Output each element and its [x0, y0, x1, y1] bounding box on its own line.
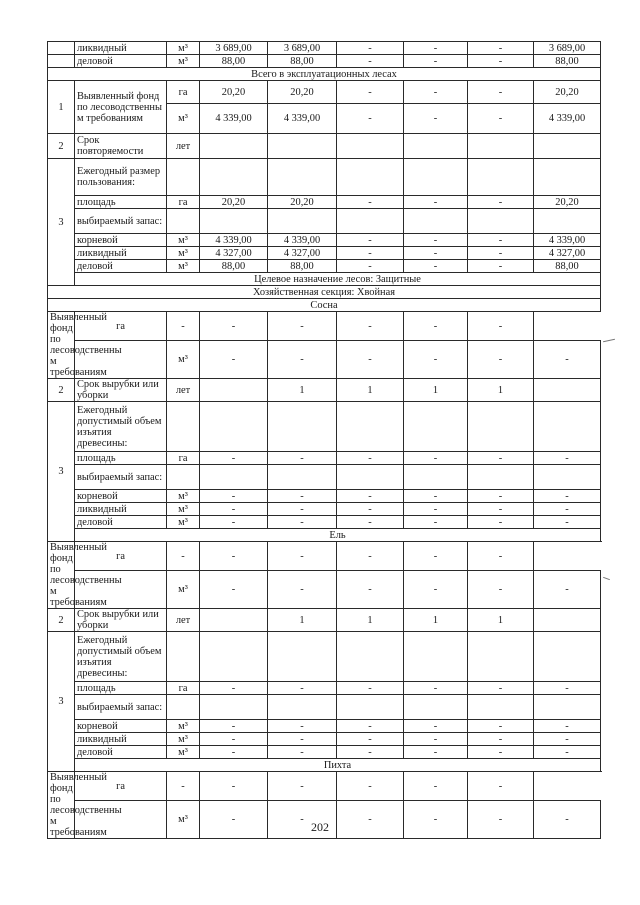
value-cell: - — [468, 247, 534, 260]
table-row — [48, 260, 601, 273]
value-cell: 88,00 — [268, 55, 337, 68]
table-row — [48, 746, 601, 759]
value-cell: - — [337, 571, 404, 609]
unit-cell: га — [75, 542, 167, 571]
value-cell: 20,20 — [200, 196, 268, 209]
value-cell: 1 — [268, 609, 337, 632]
section-header: Пихта — [75, 759, 601, 772]
value-cell: - — [200, 801, 268, 839]
indicator-name: выбираемый запас: — [75, 695, 167, 720]
value-cell — [200, 209, 268, 234]
value-cell: - — [468, 733, 534, 746]
row-number — [48, 55, 75, 68]
value-cell: 4 339,00 — [534, 104, 601, 134]
unit-cell: м³ — [167, 571, 200, 609]
table-row — [48, 682, 601, 695]
indicator-name: выбираемый запас: — [75, 209, 167, 234]
table-row — [48, 159, 601, 196]
value-cell: 4 339,00 — [200, 104, 268, 134]
value-cell: 88,00 — [268, 260, 337, 273]
value-cell: 4 339,00 — [268, 234, 337, 247]
value-cell: - — [468, 260, 534, 273]
value-cell: - — [268, 733, 337, 746]
value-cell — [200, 159, 268, 196]
value-cell: - — [468, 682, 534, 695]
indicator-name: площадь — [75, 196, 167, 209]
value-cell: 4 339,00 — [268, 104, 337, 134]
indicator-name: ликвидный — [75, 247, 167, 260]
table-row — [48, 379, 601, 402]
value-cell: - — [404, 234, 468, 247]
unit-cell: м³ — [167, 104, 200, 134]
unit-cell: га — [167, 452, 200, 465]
value-cell: 3 689,00 — [534, 42, 601, 55]
value-cell: - — [404, 260, 468, 273]
unit-cell: лет — [167, 609, 200, 632]
value-cell: 88,00 — [200, 55, 268, 68]
value-cell — [200, 379, 268, 402]
value-cell: - — [468, 516, 534, 529]
value-cell: - — [200, 452, 268, 465]
value-cell — [200, 465, 268, 490]
value-cell: - — [200, 490, 268, 503]
value-cell — [468, 632, 534, 682]
section-header-row — [48, 759, 601, 772]
unit-cell: м³ — [167, 234, 200, 247]
value-cell — [534, 632, 601, 682]
section-header: Хозяйственная секция: Хвойная — [48, 286, 601, 299]
unit-cell: м³ — [167, 720, 200, 733]
indicator-name: корневой — [75, 720, 167, 733]
table-row — [48, 632, 601, 682]
value-cell: - — [268, 503, 337, 516]
table-row — [48, 490, 601, 503]
value-cell: - — [337, 733, 404, 746]
table-row — [48, 452, 601, 465]
unit-cell: м³ — [167, 516, 200, 529]
value-cell: 20,20 — [268, 81, 337, 104]
value-cell: - — [167, 312, 200, 341]
table-row — [48, 341, 601, 379]
value-cell — [404, 465, 468, 490]
unit-cell: м³ — [167, 42, 200, 55]
unit-cell: м³ — [167, 746, 200, 759]
unit-cell: га — [167, 81, 200, 104]
value-cell — [404, 134, 468, 159]
value-cell — [200, 134, 268, 159]
value-cell: 20,20 — [534, 81, 601, 104]
value-cell: 1 — [268, 379, 337, 402]
value-cell — [534, 159, 601, 196]
indicator-name: деловой — [75, 516, 167, 529]
unit-cell — [167, 695, 200, 720]
value-cell: - — [404, 42, 468, 55]
value-cell: - — [534, 733, 601, 746]
table-row — [48, 772, 601, 801]
row-number: 1 — [48, 81, 75, 134]
unit-cell: м³ — [167, 341, 200, 379]
table-row — [48, 247, 601, 260]
value-cell — [337, 134, 404, 159]
unit-cell — [167, 465, 200, 490]
value-cell — [337, 632, 404, 682]
unit-cell: м³ — [167, 801, 200, 839]
value-cell: - — [268, 452, 337, 465]
value-cell: - — [404, 720, 468, 733]
value-cell — [404, 159, 468, 196]
table-row — [48, 42, 601, 55]
value-cell: - — [167, 772, 200, 801]
scan-mark — [603, 577, 610, 580]
indicator-name: Срок вырубки или уборки — [75, 609, 167, 632]
value-cell: - — [200, 720, 268, 733]
value-cell — [337, 465, 404, 490]
value-cell: - — [404, 312, 468, 341]
indicator-name: корневой — [75, 490, 167, 503]
section-header-row — [48, 286, 601, 299]
value-cell: - — [337, 542, 404, 571]
value-cell: 20,20 — [268, 196, 337, 209]
value-cell: - — [404, 196, 468, 209]
unit-cell: м³ — [167, 733, 200, 746]
section-header: Ель — [75, 529, 601, 542]
unit-cell: га — [167, 196, 200, 209]
value-cell — [337, 695, 404, 720]
indicator-name: Срок повторяемости — [75, 134, 167, 159]
section-header-row — [48, 529, 601, 542]
unit-cell: га — [75, 312, 167, 341]
value-cell: - — [534, 341, 601, 379]
table-row — [48, 516, 601, 529]
row-number: 3 — [48, 402, 75, 542]
value-cell — [534, 465, 601, 490]
value-cell: - — [200, 571, 268, 609]
value-cell: - — [337, 516, 404, 529]
value-cell: - — [534, 746, 601, 759]
value-cell: - — [268, 772, 337, 801]
value-cell: - — [337, 452, 404, 465]
table-row — [48, 209, 601, 234]
value-cell: - — [404, 341, 468, 379]
value-cell: - — [534, 682, 601, 695]
unit-cell: м³ — [167, 490, 200, 503]
value-cell: - — [337, 682, 404, 695]
value-cell: - — [468, 801, 534, 839]
unit-cell: га — [75, 772, 167, 801]
value-cell: - — [468, 312, 534, 341]
value-cell — [534, 609, 601, 632]
value-cell: - — [337, 720, 404, 733]
unit-cell: м³ — [167, 260, 200, 273]
value-cell: - — [200, 542, 268, 571]
table-row — [48, 695, 601, 720]
value-cell: - — [337, 746, 404, 759]
value-cell: - — [337, 234, 404, 247]
unit-cell — [167, 632, 200, 682]
value-cell: - — [534, 452, 601, 465]
indicator-name: ликвидный — [75, 42, 167, 55]
value-cell: - — [337, 55, 404, 68]
value-cell: - — [337, 503, 404, 516]
value-cell: 4 339,00 — [200, 234, 268, 247]
value-cell: - — [200, 682, 268, 695]
indicator-name: Выявленный фонд по лесоводственны м требованиям — [48, 772, 75, 839]
value-cell: - — [468, 720, 534, 733]
value-cell — [268, 159, 337, 196]
indicator-name: деловой — [75, 55, 167, 68]
value-cell: 20,20 — [534, 196, 601, 209]
value-cell — [337, 209, 404, 234]
value-cell: 4 339,00 — [534, 234, 601, 247]
value-cell: - — [534, 516, 601, 529]
table-row — [48, 542, 601, 571]
section-header: Сосна — [48, 299, 601, 312]
table-row — [48, 81, 601, 104]
value-cell: - — [468, 42, 534, 55]
value-cell: 4 327,00 — [200, 247, 268, 260]
row-number — [48, 42, 75, 55]
indicator-name: Ежегодный допустимый объем изъятия древесины: — [75, 402, 167, 452]
indicator-name: площадь — [75, 682, 167, 695]
value-cell: 20,20 — [200, 81, 268, 104]
value-cell: 1 — [337, 379, 404, 402]
value-cell: - — [268, 490, 337, 503]
value-cell: - — [200, 516, 268, 529]
value-cell: - — [404, 571, 468, 609]
value-cell — [404, 632, 468, 682]
value-cell: - — [337, 341, 404, 379]
indicator-name: корневой — [75, 234, 167, 247]
value-cell — [268, 402, 337, 452]
value-cell: - — [468, 196, 534, 209]
row-number: 3 — [48, 159, 75, 286]
value-cell — [200, 632, 268, 682]
value-cell: - — [337, 260, 404, 273]
value-cell: - — [337, 490, 404, 503]
table-row — [48, 465, 601, 490]
value-cell: 3 689,00 — [268, 42, 337, 55]
value-cell — [534, 695, 601, 720]
value-cell: - — [468, 81, 534, 104]
value-cell: - — [468, 55, 534, 68]
value-cell — [534, 134, 601, 159]
value-cell: - — [534, 571, 601, 609]
value-cell: - — [468, 490, 534, 503]
value-cell — [404, 402, 468, 452]
section-header: Всего в эксплуатационных лесах — [48, 68, 601, 81]
table-row — [48, 720, 601, 733]
value-cell: - — [337, 247, 404, 260]
value-cell: 1 — [337, 609, 404, 632]
value-cell — [534, 402, 601, 452]
value-cell: - — [534, 720, 601, 733]
value-cell: - — [337, 772, 404, 801]
value-cell: - — [468, 772, 534, 801]
value-cell: - — [404, 81, 468, 104]
value-cell: - — [200, 746, 268, 759]
indicator-name: деловой — [75, 260, 167, 273]
value-cell: 88,00 — [534, 55, 601, 68]
table-row — [48, 55, 601, 68]
value-cell: - — [404, 733, 468, 746]
value-cell — [337, 402, 404, 452]
table-row — [48, 312, 601, 341]
value-cell: - — [337, 81, 404, 104]
value-cell: - — [200, 341, 268, 379]
row-number: 3 — [48, 632, 75, 772]
unit-cell — [167, 159, 200, 196]
value-cell — [337, 159, 404, 196]
value-cell: - — [200, 312, 268, 341]
value-cell: - — [404, 516, 468, 529]
table-row — [48, 609, 601, 632]
value-cell — [200, 695, 268, 720]
value-cell: 4 327,00 — [268, 247, 337, 260]
value-cell: - — [534, 801, 601, 839]
value-cell: - — [468, 104, 534, 134]
value-cell: - — [534, 503, 601, 516]
value-cell: 88,00 — [534, 260, 601, 273]
indicator-name: деловой — [75, 746, 167, 759]
value-cell: - — [200, 503, 268, 516]
value-cell — [268, 632, 337, 682]
indicator-name: ликвидный — [75, 503, 167, 516]
table-row — [48, 733, 601, 746]
value-cell: - — [404, 542, 468, 571]
section-header-row — [48, 68, 601, 81]
table-row — [48, 571, 601, 609]
table-row — [48, 503, 601, 516]
value-cell: 1 — [468, 609, 534, 632]
value-cell: - — [337, 196, 404, 209]
value-cell: - — [268, 682, 337, 695]
section-header-row — [48, 299, 601, 312]
value-cell: - — [337, 312, 404, 341]
indicator-name: выбираемый запас: — [75, 465, 167, 490]
indicator-name: ликвидный — [75, 733, 167, 746]
value-cell: 1 — [468, 379, 534, 402]
value-cell — [200, 609, 268, 632]
unit-cell: м³ — [167, 247, 200, 260]
value-cell: - — [404, 746, 468, 759]
indicator-name: Срок вырубки или уборки — [75, 379, 167, 402]
value-cell — [268, 134, 337, 159]
value-cell: - — [268, 746, 337, 759]
indicator-name: Ежегодный размер пользования: — [75, 159, 167, 196]
indicator-name: Ежегодный допустимый объем изъятия древесины: — [75, 632, 167, 682]
indicator-name: Выявленный фонд по лесоводственны м требованиям — [48, 312, 75, 379]
row-number: 2 — [48, 609, 75, 632]
value-cell — [468, 209, 534, 234]
value-cell: - — [268, 571, 337, 609]
unit-cell: лет — [167, 134, 200, 159]
row-number: 2 — [48, 379, 75, 402]
value-cell: - — [468, 234, 534, 247]
value-cell: - — [268, 801, 337, 839]
value-cell: 4 327,00 — [534, 247, 601, 260]
value-cell: - — [268, 516, 337, 529]
value-cell — [268, 465, 337, 490]
value-cell: - — [404, 772, 468, 801]
scan-mark — [603, 339, 615, 342]
indicator-name: Выявленный фонд по лесоводственны м требованиям — [75, 81, 167, 134]
value-cell — [468, 465, 534, 490]
value-cell: - — [268, 341, 337, 379]
value-cell: - — [337, 42, 404, 55]
value-cell: - — [468, 503, 534, 516]
section-header-row — [48, 273, 601, 286]
value-cell: - — [404, 452, 468, 465]
table-row — [48, 196, 601, 209]
section-header: Целевое назначение лесов: Защитные — [75, 273, 601, 286]
value-cell: - — [337, 104, 404, 134]
page-number: 202 — [311, 820, 329, 834]
value-cell — [468, 159, 534, 196]
unit-cell — [167, 402, 200, 452]
table-row — [48, 134, 601, 159]
unit-cell: га — [167, 682, 200, 695]
value-cell: - — [167, 542, 200, 571]
value-cell: 3 689,00 — [200, 42, 268, 55]
value-cell: - — [268, 542, 337, 571]
value-cell: - — [404, 247, 468, 260]
value-cell: - — [468, 746, 534, 759]
table-row — [48, 234, 601, 247]
value-cell — [468, 695, 534, 720]
unit-cell: лет — [167, 379, 200, 402]
value-cell: - — [404, 104, 468, 134]
forest-use-table — [47, 41, 601, 839]
value-cell: - — [200, 733, 268, 746]
value-cell: - — [337, 801, 404, 839]
value-cell — [534, 379, 601, 402]
value-cell: - — [404, 801, 468, 839]
unit-cell: м³ — [167, 55, 200, 68]
value-cell: 88,00 — [200, 260, 268, 273]
value-cell — [268, 209, 337, 234]
value-cell: - — [404, 490, 468, 503]
value-cell: - — [404, 503, 468, 516]
value-cell — [200, 402, 268, 452]
table-row — [48, 402, 601, 452]
unit-cell — [167, 209, 200, 234]
value-cell — [534, 209, 601, 234]
value-cell: - — [404, 682, 468, 695]
value-cell: - — [468, 542, 534, 571]
value-cell: 1 — [404, 609, 468, 632]
value-cell: 1 — [404, 379, 468, 402]
value-cell: - — [404, 55, 468, 68]
row-number: 2 — [48, 134, 75, 159]
value-cell — [268, 695, 337, 720]
value-cell: - — [534, 490, 601, 503]
value-cell: - — [468, 341, 534, 379]
value-cell: - — [268, 312, 337, 341]
indicator-name: Выявленный фонд по лесоводственны м требованиям — [48, 542, 75, 609]
value-cell: - — [200, 772, 268, 801]
value-cell: - — [468, 452, 534, 465]
value-cell — [468, 402, 534, 452]
value-cell — [468, 134, 534, 159]
value-cell: - — [468, 571, 534, 609]
value-cell: - — [268, 720, 337, 733]
unit-cell: м³ — [167, 503, 200, 516]
indicator-name: площадь — [75, 452, 167, 465]
value-cell — [404, 695, 468, 720]
value-cell — [404, 209, 468, 234]
